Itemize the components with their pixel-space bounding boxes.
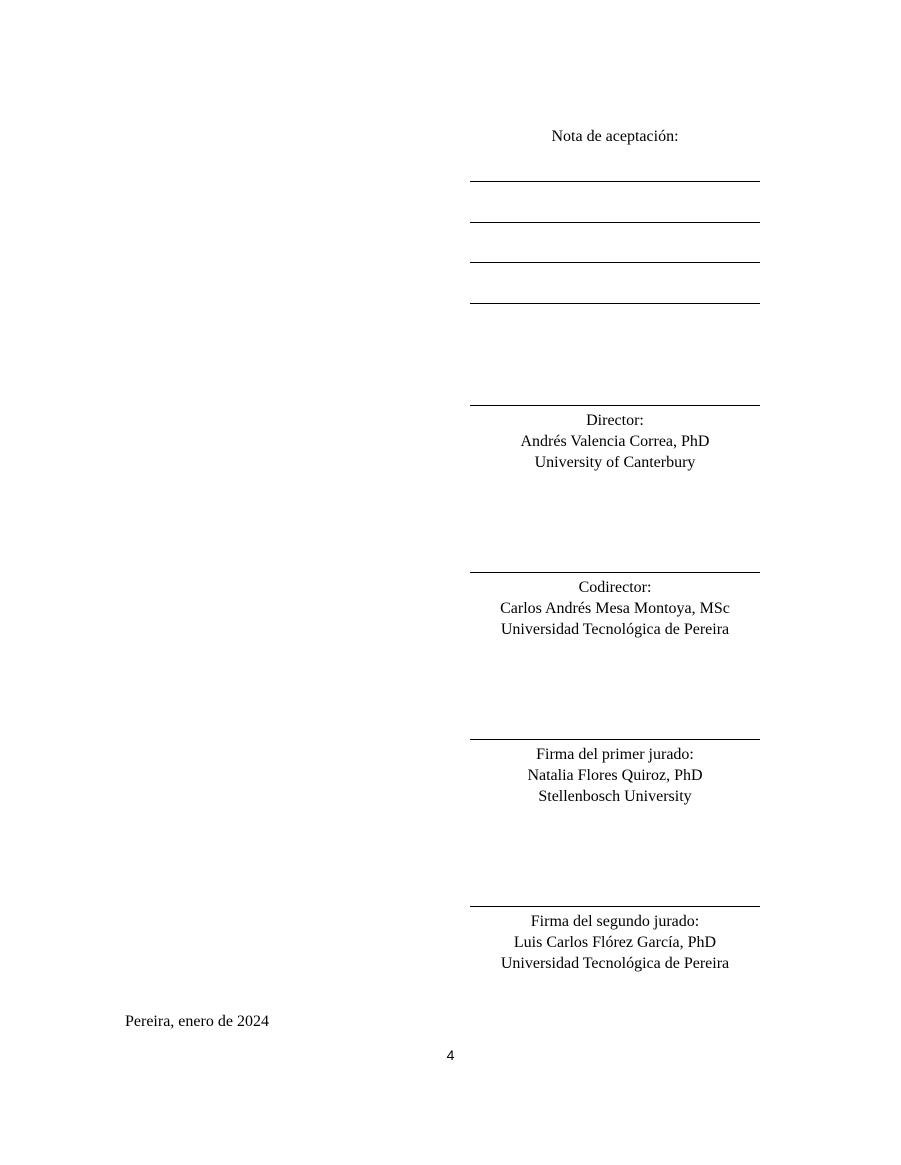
acceptance-line-1 <box>470 181 760 182</box>
place-date: Pereira, enero de 2024 <box>125 1013 269 1030</box>
acceptance-line-4 <box>470 303 760 304</box>
signature-institution: Universidad Tecnológica de Pereira <box>500 621 730 638</box>
first-jury-signature-line <box>470 739 760 740</box>
first-jury-signature-block <box>470 744 760 807</box>
codirector-signature-line <box>470 572 760 573</box>
director-signature-block <box>470 410 760 473</box>
page-number: 4 <box>446 1047 455 1063</box>
signature-name: Carlos Andrés Mesa Montoya, MSc <box>500 600 730 617</box>
codirector-signature-block <box>470 577 760 640</box>
acceptance-line-2 <box>470 222 760 223</box>
signature-name: Andrés Valencia Correa, PhD <box>520 433 710 450</box>
signature-name: Luis Carlos Flórez García, PhD <box>513 934 717 951</box>
acceptance-line-3 <box>470 262 760 263</box>
signature-institution: Universidad Tecnológica de Pereira <box>500 955 730 972</box>
signature-role: Codirector: <box>578 579 652 596</box>
signature-institution: Stellenbosch University <box>538 788 692 805</box>
signature-name: Natalia Flores Quiroz, PhD <box>527 767 703 784</box>
second-jury-signature-line <box>470 906 760 907</box>
director-signature-line <box>470 405 760 406</box>
signature-institution: University of Canterbury <box>534 454 696 471</box>
second-jury-signature-block <box>470 911 760 974</box>
acceptance-title: Nota de aceptación: <box>551 128 679 145</box>
signature-role: Firma del primer jurado: <box>536 746 694 763</box>
signature-role: Director: <box>586 412 644 429</box>
signature-role: Firma del segundo jurado: <box>530 913 700 930</box>
